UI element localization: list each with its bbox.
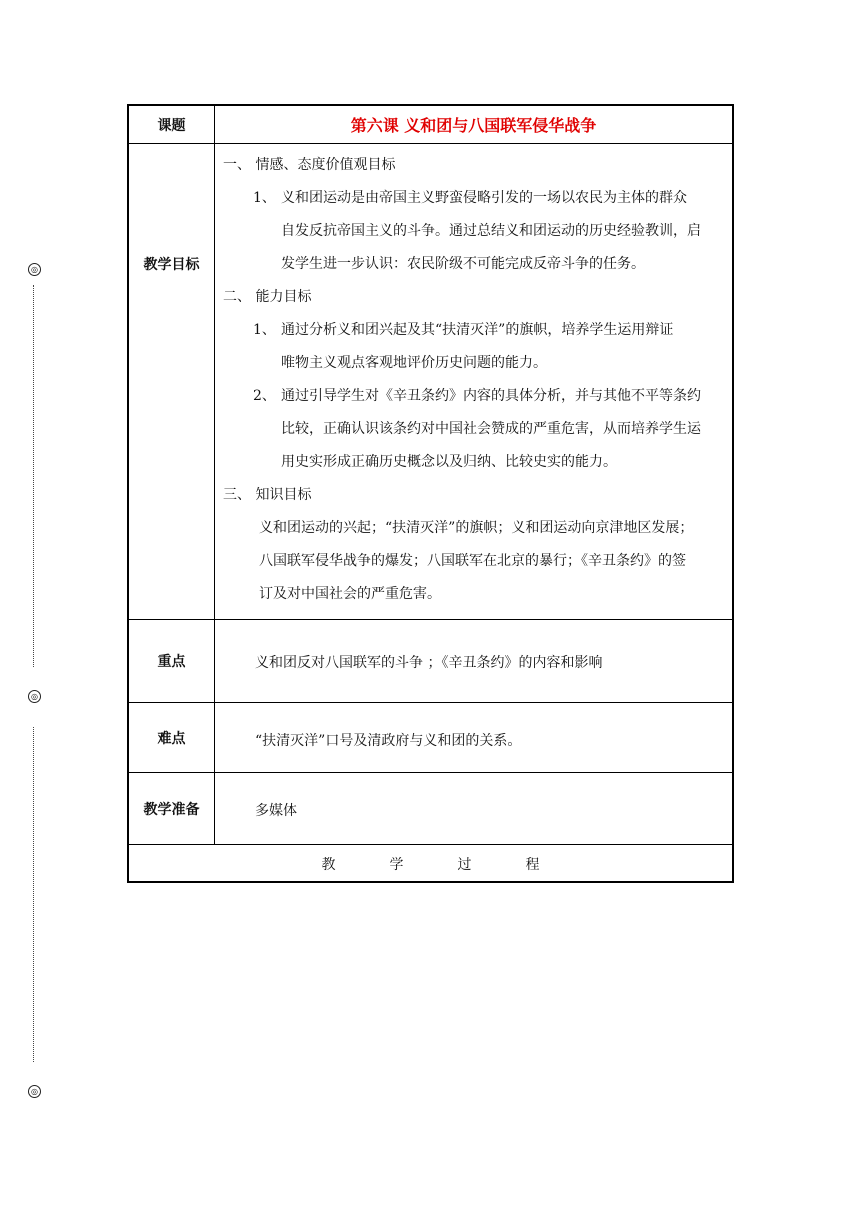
- binding-hole-mark-3: ◎: [28, 1085, 41, 1098]
- lesson-plan-table: [127, 104, 734, 883]
- binding-hole-mark-1: ◎: [28, 263, 41, 276]
- difficulty-label: 难点: [129, 703, 215, 772]
- key-point-label: 重点: [129, 620, 215, 702]
- process-char: 教: [321, 857, 336, 873]
- section2-item2-line: 用史实形成正确历史概念以及归纳、比较史实的能力。: [281, 454, 617, 470]
- section2-heading: 二、 能力目标: [223, 289, 312, 305]
- process-row: [129, 845, 732, 883]
- preparation-row: [129, 773, 732, 845]
- preparation-text: 多媒体: [255, 803, 297, 819]
- section3-heading: 三、 知识目标: [223, 487, 312, 503]
- section2-item2-line: 通过引导学生对《辛丑条约》内容的具体分析，并与其他不平等条约: [281, 388, 701, 404]
- key-point-text: 义和团反对八国联军的斗争 ；《辛丑条约》的内容和影响: [255, 655, 603, 671]
- preparation-cell: [215, 773, 732, 844]
- objectives-row: [129, 144, 732, 620]
- process-char: 程: [525, 857, 540, 873]
- objectives-label: 教学目标: [129, 144, 215, 619]
- section2-item1-line: 通过分析义和团兴起及其“扶清灭洋”的旗帜，培养学生运用辩证: [281, 322, 674, 338]
- title-row: [129, 106, 732, 144]
- section3-line: 订及对中国社会的严重危害。: [259, 586, 441, 602]
- difficulty-row: [129, 703, 732, 773]
- section1-item1-number: 1、: [253, 190, 276, 206]
- section2-item1-line: 唯物主义观点客观地评价历史问题的能力。: [281, 355, 547, 371]
- section2-item2-line: 比较，正确认识该条约对中国社会赞成的严重危害，从而培养学生运: [281, 421, 701, 437]
- section2-item1-number: 1、: [253, 322, 276, 338]
- process-char: 学: [389, 857, 404, 873]
- key-point-cell: [215, 620, 732, 702]
- process-heading: [129, 845, 732, 883]
- section3-line: 义和团运动的兴起；“扶清灭洋”的旗帜；义和团运动向京津地区发展；: [259, 520, 694, 536]
- objectives-cell: [215, 144, 732, 619]
- title-cell: [215, 106, 732, 143]
- section1-heading: 一、 情感、态度价值观目标: [223, 157, 396, 173]
- difficulty-text: “扶清灭洋”口号及清政府与义和团的关系。: [255, 733, 522, 749]
- section1-item1-line: 自发反抗帝国主义的斗争。通过总结义和团运动的历史经验教训，启: [281, 223, 701, 239]
- binding-dotted-line-2: [33, 727, 34, 1062]
- binding-dotted-line-1: [33, 285, 34, 667]
- section1-item1-line: 义和团运动是由帝国主义野蛮侵略引发的一场以农民为主体的群众: [281, 190, 687, 206]
- binding-margin: [0, 0, 60, 1216]
- key-point-row: [129, 620, 732, 703]
- difficulty-cell: [215, 703, 732, 772]
- process-char: 过: [457, 857, 472, 873]
- title-label: 课题: [129, 106, 215, 143]
- section1-item1-line: 发学生进一步认识：农民阶级不可能完成反帝斗争的任务。: [281, 256, 645, 272]
- binding-hole-mark-2: ◎: [28, 690, 41, 703]
- section3-line: 八国联军侵华战争的爆发；八国联军在北京的暴行；《辛丑条约》的签: [259, 553, 686, 569]
- lesson-title: 第六课 义和团与八国联军侵华战争: [350, 116, 597, 135]
- section2-item2-number: 2、: [253, 388, 276, 404]
- preparation-label: 教学准备: [129, 773, 215, 844]
